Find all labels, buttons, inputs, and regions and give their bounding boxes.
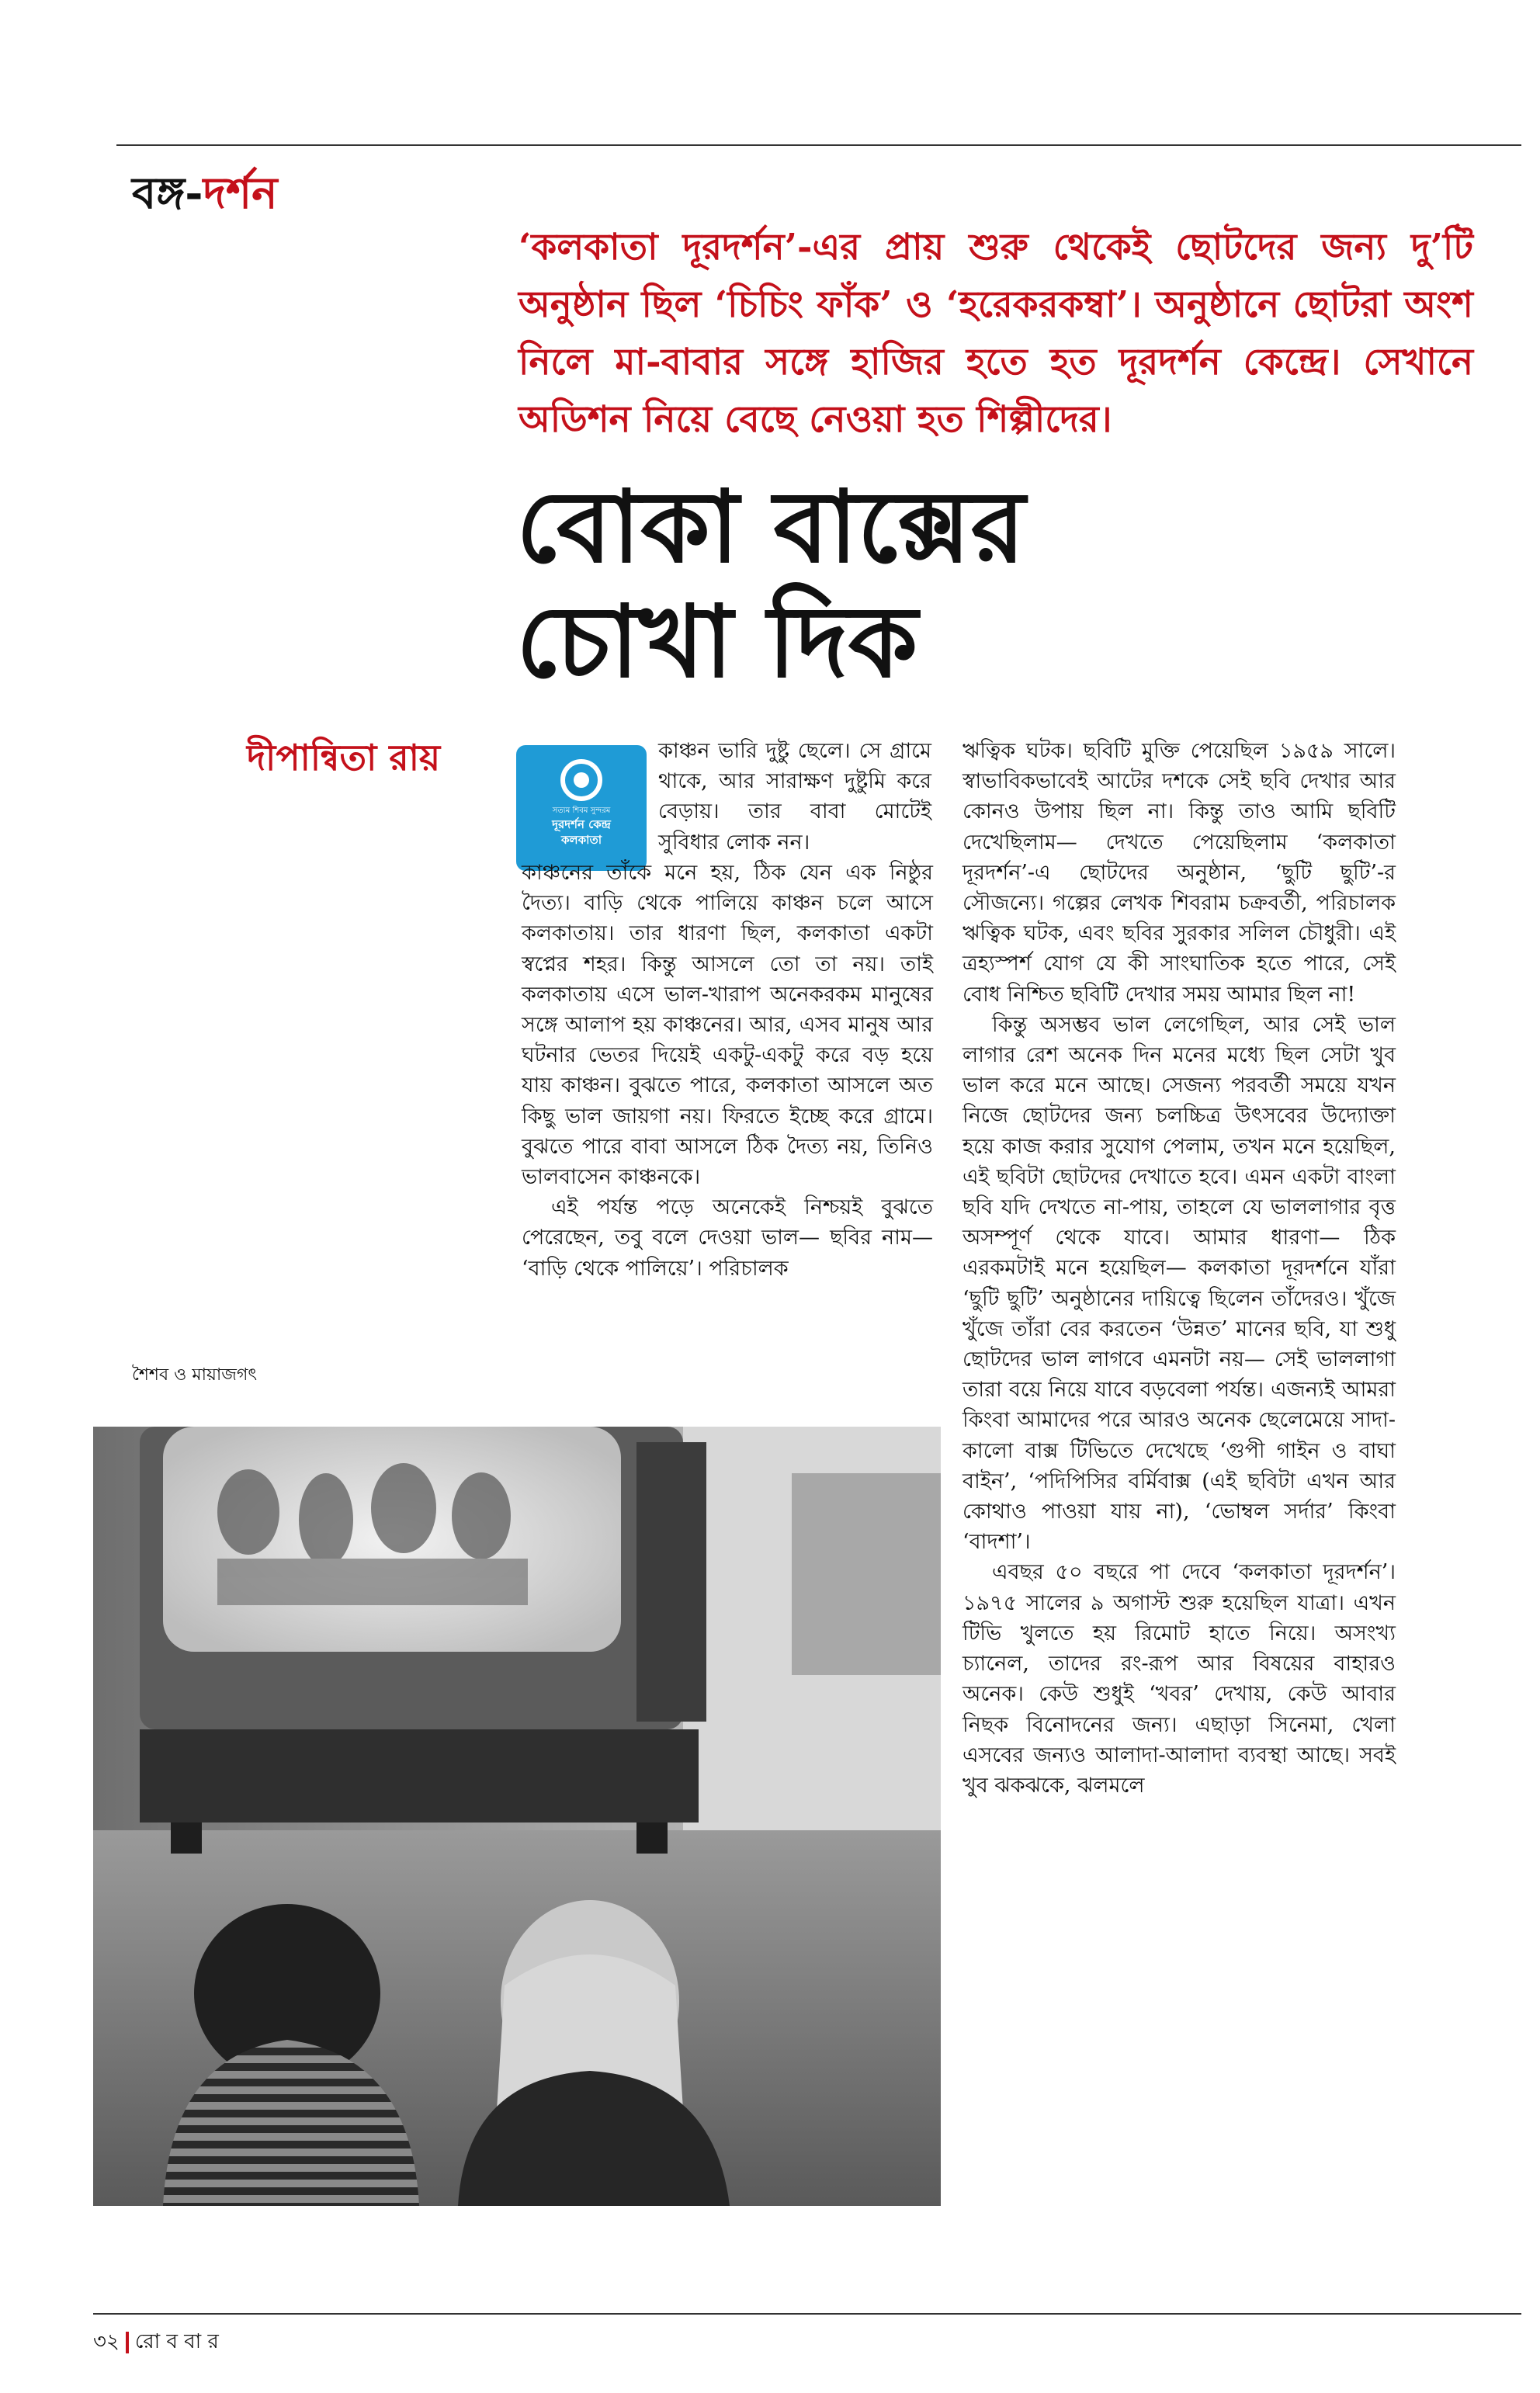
body-paragraph: এই পর্যন্ত পড়ে অনেকেই নিশ্চয়ই বুঝতে পেরেছেন, তবু বলে দেওয়া ভাল— ছবির নাম— ‘বাড়ি থেকে পালিয়ে’। পরিচালক: [522, 1195, 933, 1281]
body-column-1: [522, 858, 933, 1284]
body-column-2: [962, 736, 1396, 1801]
magazine-name: রো ব বা র: [134, 2330, 219, 2353]
body-paragraph: কাঞ্চন ভারি দুষ্টু ছেলে। সে গ্রামে থাকে, আর সারাক্ষণ দুষ্টুমি করে বেড়ায়। তার বাবা মোটেই সুবিধার লোক নন।: [658, 739, 931, 855]
headline-line1: বোকা বাক্সের: [516, 469, 1025, 585]
headline-line2: চোখা দিক: [516, 584, 918, 700]
logo-subtitle: সত্যম শিবম সুন্দরম: [552, 806, 611, 815]
footer-separator: [126, 2332, 129, 2353]
doordarshan-logo-icon: [560, 759, 602, 801]
headline: [516, 470, 1448, 699]
photo-caption: শৈশব ও মায়াজগৎ: [132, 1365, 258, 1385]
section-tag-part1: বঙ্গ-: [132, 168, 203, 219]
logo-line1: দূরদর্শন কেন্দ্র: [552, 817, 611, 831]
body-paragraph: কিন্তু অসম্ভব ভাল লেগেছিল, আর সেই ভাল লাগার রেশ অনেক দিন মনের মধ্যে ছিল সেটা খুব ভাল করে মনে আছে। সেজন্য পরবর্তী সময়ে যখন নিজে ছোটদের জন্য চলচ্চিত্র উৎসবের উদ্যোক্তা হয়ে কাজ করার সুযোগ পেলাম, তখন মনে হয়েছিল, এই ছবিটা ছোটদের দেখাতে হবে। এমন একটা বাংলা ছবি যদি দেখতে না-পায়, তাহলে যে ভাললাগার বৃত্ত অসম্পূর্ণ থেকে যাবে। আমার ধারণা— ঠিক এরকমটাই মনে হয়েছিল— কলকাতা দূরদর্শনে যাঁরা ‘ছুটি ছুটি’ অনুষ্ঠানের দায়িত্বে ছিলেন তাঁদেরও। খুঁজে খুঁজে তাঁরা বের করতেন ‘উন্নত’ মানের ছবি, যা শুধু ছোটদের ভাল লাগবে এমনটা নয়— সেই ভাললাগা তারা বয়ে নিয়ে যাবে বড়বেলা পর্যন্ত। এজন্যই আমরা কিংবা আমাদের পরে আরও অনেক ছেলেমেয়ে সাদা-কালো বাক্স টিভিতে দেখেছে ‘গুপী গাইন ও বাঘা বাইন’, ‘পদিপিসির বর্মিবাক্স (এই ছবিটা এখন আর কোথাও পাওয়া যায় না), ‘ভোম্বল সর্দার’ কিংবা ‘বাদশা’।: [962, 1012, 1396, 1555]
top-rule: [116, 144, 1521, 146]
standfirst: ‘কলকাতা দূরদর্শন’-এর প্রায় শুরু থেকেই ছোটদের জন্য দু’টি অনুষ্ঠান ছিল ‘চিচিং ফাঁক’ ও ‘হরেকরকম্বা’। অনুষ্ঠানে ছোটরা অংশ নিলে মা-বাবার সঙ্গে হাজির হতে হত দূরদর্শন কেন্দ্রে। সেখানে অডিশন নিয়ে বেছে নেওয়া হত শিল্পীদের।: [519, 226, 1473, 441]
section-tag-part2: দর্শন: [203, 168, 278, 219]
body-paragraph: কাঞ্চনের তাঁকে মনে হয়, ঠিক যেন এক নিষ্ঠুর দৈত্য। বাড়ি থেকে পালিয়ে কাঞ্চন চলে আসে কলকাতায়। তার ধারণা ছিল, কলকাতা একটা স্বপ্নের শহর। কিন্তু আসলে তো তা নয়। তাই কলকাতায় এসে ভাল-খারাপ অনেকরকম মানুষের সঙ্গে আলাপ হয় কাঞ্চনের। আর, এসব মানুষ আর ঘটনার ভেতর দিয়েই একটু-একটু করে বড় হয়ে যায় কাঞ্চন। বুঝতে পারে, কলকাতা আসলে অত কিছু ভাল জায়গা নয়। ফিরতে ইচ্ছে করে গ্রামে। বুঝতে পারে বাবা আসলে ঠিক দৈত্য নয়, তিনিও ভালবাসেন কাঞ্চনকে।: [522, 861, 933, 1190]
section-tag: [132, 160, 278, 233]
logo-line2: কলকাতা: [560, 833, 602, 847]
bottom-rule: [93, 2313, 1521, 2315]
body-column-1-top: [658, 736, 931, 858]
footer: [93, 2325, 219, 2360]
page-number: ৩২: [93, 2330, 120, 2353]
byline: দীপান্বিতা রায়: [247, 737, 441, 779]
body-paragraph: ঋত্বিক ঘটক। ছবিটি মুক্তি পেয়েছিল ১৯৫৯ সালে। স্বাভাবিকভাবেই আটের দশকে সেই ছবি দেখার আর কোনও উপায় ছিল না। কিন্তু তাও আমি ছবিটি দেখেছিলাম— দেখতে পেয়েছিলাম ‘কলকাতা দূরদর্শন’-এ ছোটদের অনুষ্ঠান, ‘ছুটি ছুটি’-র সৌজন্যে। গল্পের লেখক শিবরাম চক্রবর্তী, পরিচালক ঋত্বিক ঘটক, এবং ছবির সুরকার সলিল চৌধুরী। এই ত্রহ্যস্পর্শ যোগ যে কী সাংঘাতিক হতে পারে, সেই বোধ নিশ্চিত ছবিটি দেখার সময় আমার ছিল না!: [962, 739, 1396, 1007]
doordarshan-logo: [516, 745, 647, 871]
body-paragraph: এবছর ৫০ বছরে পা দেবে ‘কলকাতা দূরদর্শন’। ১৯৭৫ সালের ৯ অগাস্ট শুরু হয়েছিল যাত্রা। এখন টিভি খুলতে হয় রিমোট হাতে নিয়ে। অসংখ্য চ্যানেল, তাদের রং-রূপ আর বিষয়ের বাহারও অনেক। কেউ শুধুই ‘খবর’ দেখায়, কেউ আবার নিছক বিনোদনের জন্য। এছাড়া সিনেমা, খেলা এসবের জন্যও আলাদা-আলাদা ব্যবস্থা আছে। সবই খুব ঝকঝকে, ঝলমলে: [962, 1560, 1396, 1798]
photo-children-watching-tv: [93, 1427, 941, 2206]
